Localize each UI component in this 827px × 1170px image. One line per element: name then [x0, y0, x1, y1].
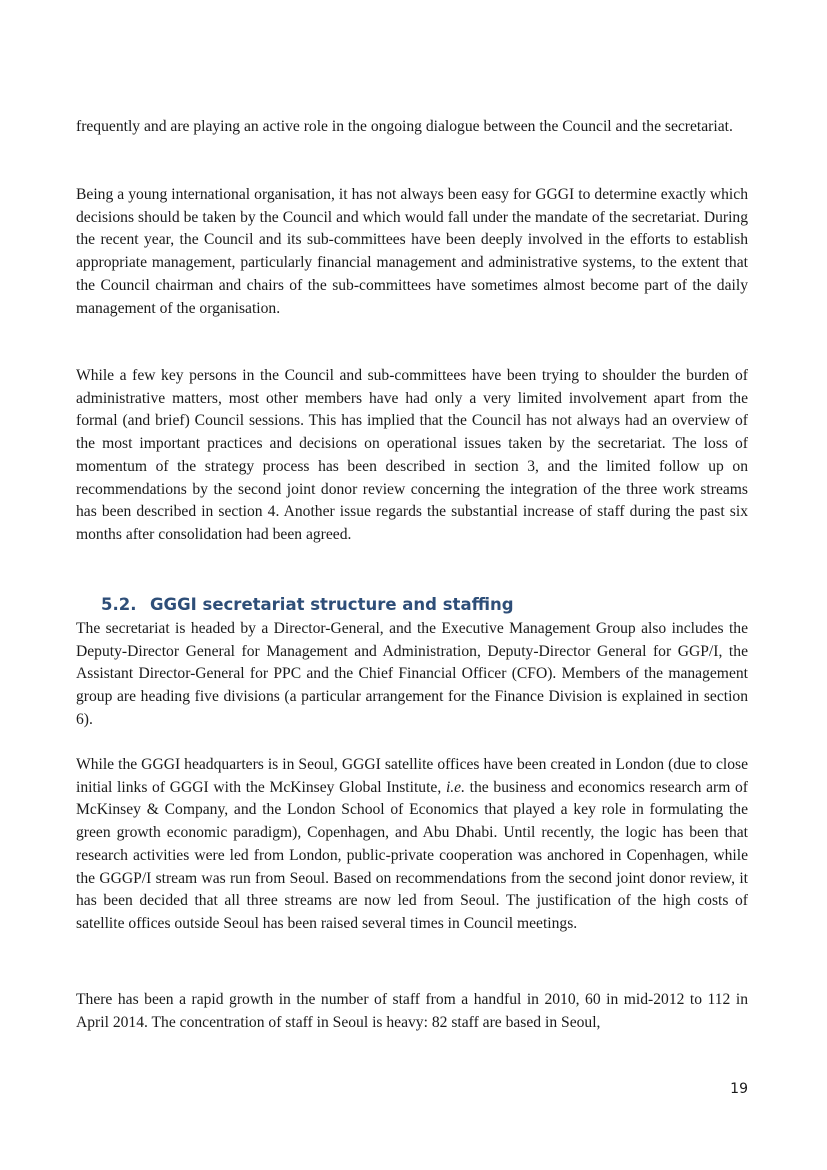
satellite-text-end: the business and economics research arm of McKinsey & Company, and the London School of Economics that played a key role in formulating the green growth economic paradigm), Copenhagen, and Abu Dhabi. Until recently, the logic has been that research activities were led from London, public-private cooperation was anchored in Copenhagen, while the GGGP/I stream was run from Seoul. Based on recommendations from the second joint donor review, it has been decided that all three streams are now led from Seoul. The justification of the high costs of satellite offices outside Seoul has been raised several times in Council meetings. [76, 778, 748, 932]
italic-abbreviation: i.e. [445, 778, 465, 796]
paragraph-satellite-offices [76, 754, 748, 936]
section-heading [101, 594, 514, 616]
paragraph-council-dialogue: frequently and are playing an active role in the ongoing dialogue between the Council and the secretariat. [76, 118, 733, 135]
page-number: 19 [730, 1081, 748, 1097]
section-number: 5.2. [101, 595, 137, 614]
paragraph-young-organisation: Being a young international organisation, it has not always been easy for GGGI to determine exactly which decisions should be taken by the Council and which would fall under the mandate of the secretariat. During the recent year, the Council and its sub-committees have been deeply involved in the efforts to establish appropriate management, particularly financial management and administrative systems, to the extent that the Council chairman and chairs of the sub-committees have sometimes almost become part of the daily management of the organisation. [76, 186, 748, 317]
satellite-text-start: While the GGGI headquarters is in Seoul, GGGI satellite offices have been created in London (due to close initial links of GGGI with the McKinsey Global Institute, [76, 756, 748, 796]
section-title: GGGI secretariat structure and staffing [150, 595, 514, 614]
paragraph-secretariat-structure: The secretariat is headed by a Director-General, and the Executive Management Group also includes the Deputy-Director General for Management and Administration, Deputy-Director General for GGP/I, the Assistant Director-General for PPC and the Chief Financial Officer (CFO). Members of the management group are heading five divisions (a particular arrangement for the Finance Division is explained in section 6). [76, 620, 748, 728]
paragraph-staff-growth: There has been a rapid growth in the number of staff from a handful in 2010, 60 in mid-2012 to 112 in April 2014. The concentration of staff in Seoul is heavy: 82 staff are based in Seoul, [76, 991, 748, 1031]
paragraph-key-persons: While a few key persons in the Council and sub-committees have been trying to shoulder the burden of administrative matters, most other members have had only a very limited involvement apart from the formal (and brief) Council sessions. This has implied that the Council has not always had an overview of the most important practices and decisions on operational issues taken by the secretariat. The loss of momentum of the strategy process has been described in section 3, and the limited follow up on recommendations by the second joint donor review concerning the integration of the three work streams has been described in section 4. Another issue regards the substantial increase of staff during the past six months after consolidation had been agreed. [76, 367, 748, 543]
